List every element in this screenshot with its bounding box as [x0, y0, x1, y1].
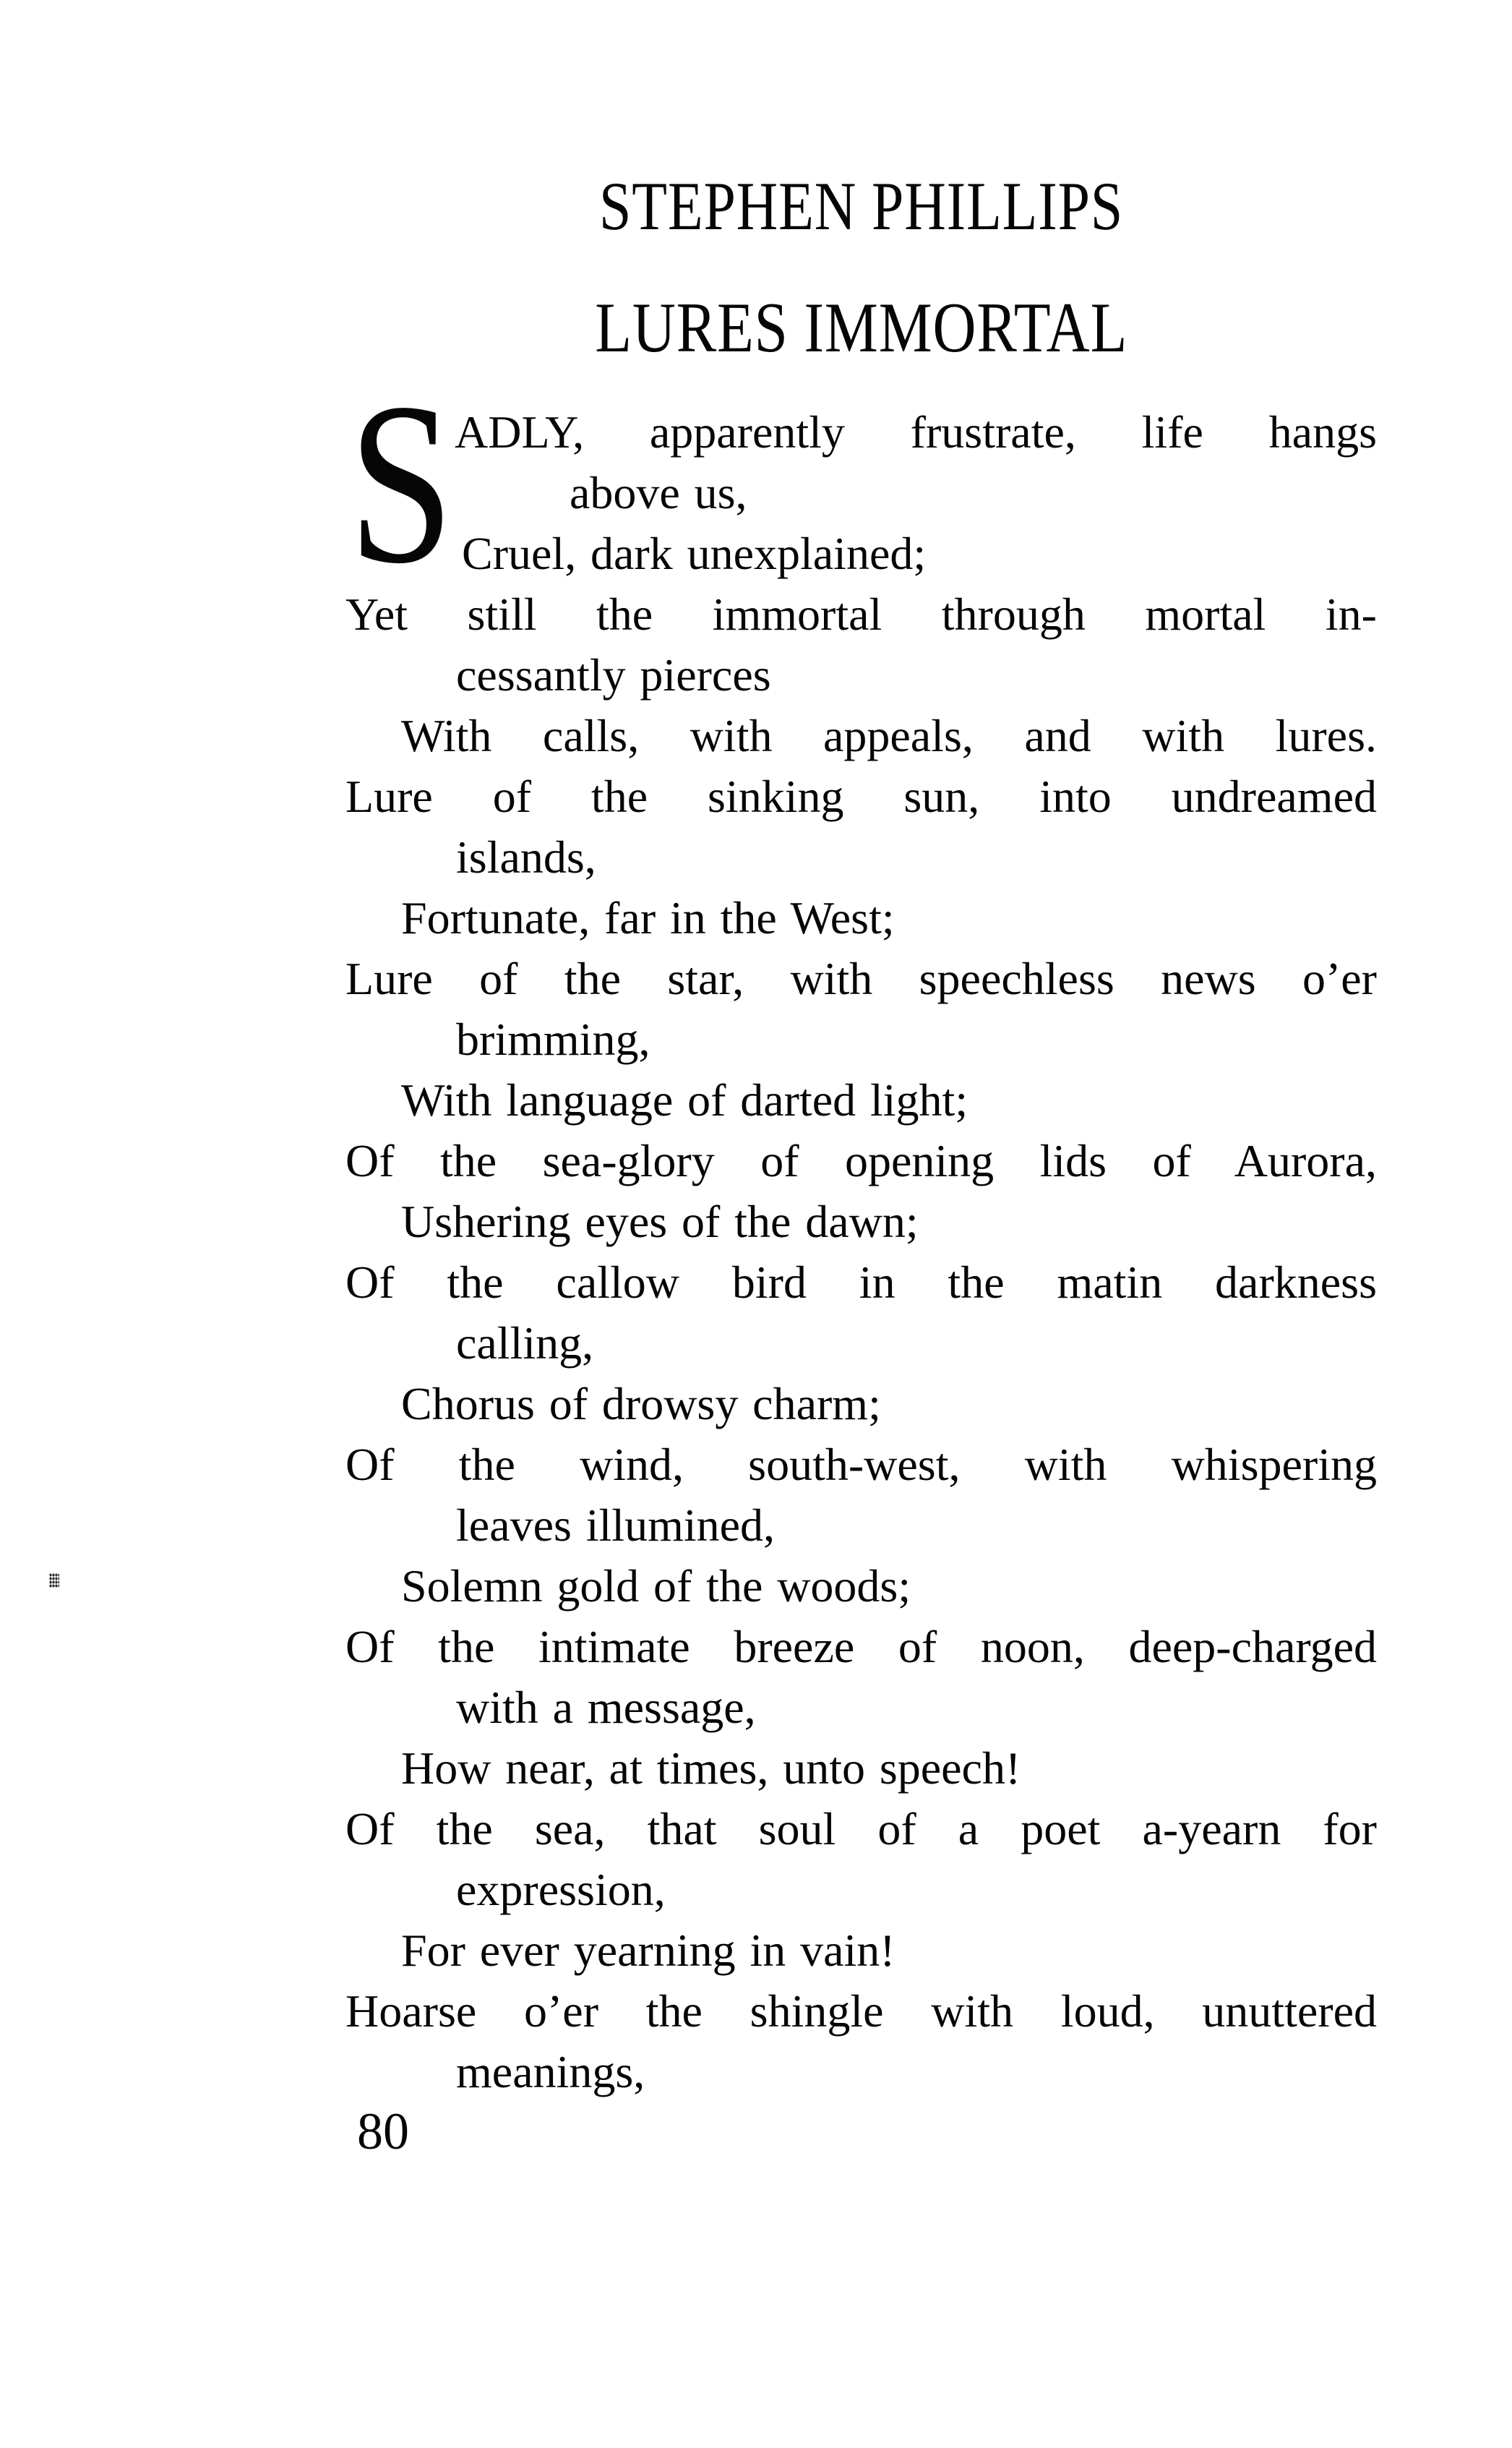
poem-line: with a message, — [456, 1682, 756, 1733]
author-header-text: STEPHEN PHILLIPS — [598, 168, 1124, 244]
poem-line: islands, — [456, 831, 596, 883]
poem-line: Fortunate, far in the West; — [401, 892, 895, 943]
poem-line: With calls, with appeals, and with lures. — [401, 710, 1377, 761]
poem-line: Chorus of drowsy charm; — [401, 1378, 881, 1429]
poem-line: Of the callow bird in the matin darkness — [345, 1257, 1377, 1308]
poem-line: Ushering eyes of the dawn; — [401, 1196, 919, 1247]
poem-line: Of the intimate breeze of noon, deep-charged — [345, 1621, 1377, 1672]
poem-line: brimming, — [456, 1014, 650, 1065]
poem-line: Lure of the star, with speechless news o’er — [345, 953, 1377, 1004]
poem-line: above us, — [570, 467, 747, 518]
poem-line: For ever yearning in vain! — [401, 1925, 895, 1976]
poem-line: Hoarse o’er the shingle with loud, unuttered — [345, 1985, 1377, 2037]
poem-body — [345, 402, 1377, 2102]
poem-line: cessantly pierces — [456, 649, 771, 701]
poem-line: Solemn gold of the woods; — [401, 1560, 911, 1612]
ink-speck — [49, 1573, 59, 1588]
poem-line: ADLY, apparently frustrate, life hangs — [455, 406, 1377, 458]
page-number: 80 — [357, 2102, 409, 2160]
poem-line: Lure of the sinking sun, into undreamed — [345, 771, 1377, 822]
poem-line: Of the wind, south-west, with whispering — [345, 1439, 1377, 1490]
poem-line: Of the sea, that soul of a poet a-yearn for — [345, 1803, 1377, 1854]
author-header — [345, 168, 1377, 244]
poem-title-text: LURES IMMORTAL — [594, 288, 1128, 367]
drop-cap-initial: S — [348, 356, 454, 612]
poem-line: expression, — [456, 1864, 666, 1915]
poem-line: With language of darted light; — [401, 1074, 968, 1126]
poem-line: Of the sea-glory of opening lids of Aurora, — [345, 1135, 1377, 1186]
poem-line: calling, — [456, 1317, 594, 1369]
poem-line: Cruel, dark unexplained; — [462, 528, 927, 579]
poem-line: How near, at times, unto speech! — [401, 1742, 1021, 1794]
poem-line: leaves illumined, — [456, 1499, 776, 1551]
poem-line: Yet still the immortal through mortal in- — [345, 589, 1377, 640]
poem-title — [345, 288, 1377, 367]
poem-line: meanings, — [456, 2046, 645, 2097]
